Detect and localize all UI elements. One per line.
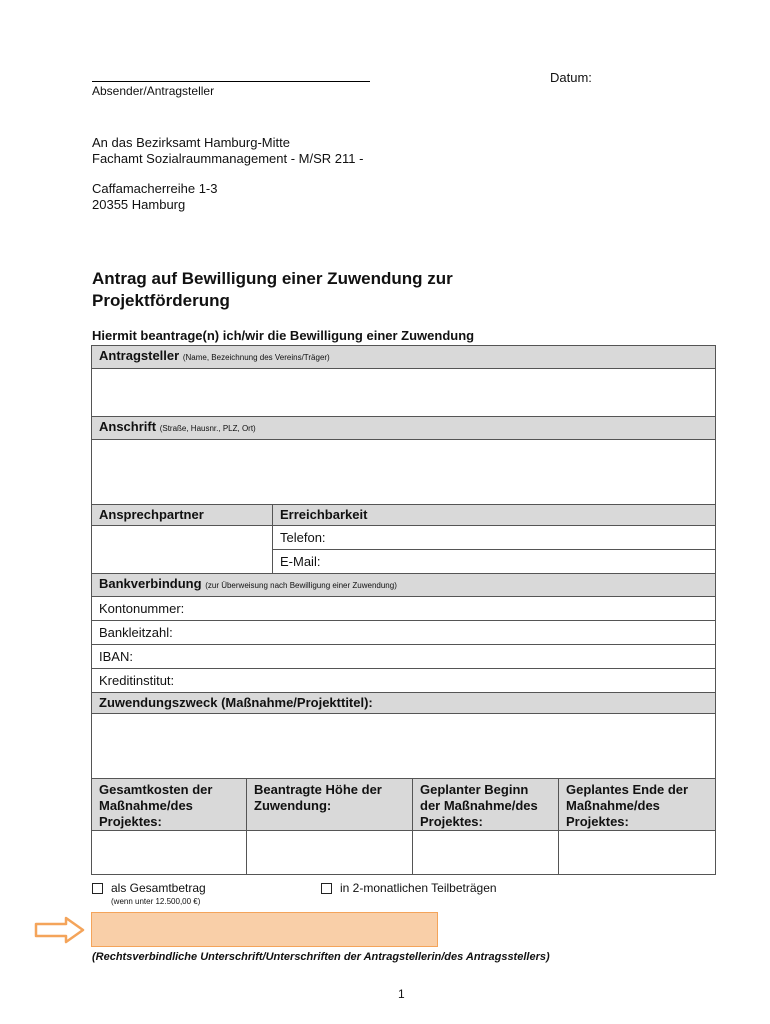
title-line1: Antrag auf Bewilligung einer Zuwendung zur	[92, 269, 453, 288]
planned-end-header: Geplantes Ende der Maßnahme/des Projektes:	[559, 779, 716, 831]
blz-field[interactable]: Bankleitzahl:	[92, 621, 716, 645]
installments-label: in 2-monatlichen Teilbeträgen	[340, 881, 497, 895]
signature-field[interactable]	[91, 912, 438, 947]
total-cost-field[interactable]	[92, 831, 247, 875]
iban-field[interactable]: IBAN:	[92, 645, 716, 669]
signature-caption: (Rechtsverbindliche Unterschrift/Unterschriften der Antragstellerin/des Antragsstellers)	[92, 951, 550, 963]
total-note: (wenn unter 12.500,00 €)	[111, 897, 201, 906]
planned-start-header: Geplanter Beginn der Maßnahme/des Projektes:	[413, 779, 559, 831]
total-cost-header: Gesamtkosten der Maßnahme/des Projektes:	[92, 779, 247, 831]
address-hint: (Straße, Hausnr., PLZ, Ort)	[159, 424, 256, 433]
option-total[interactable]	[92, 881, 206, 896]
page-title	[92, 268, 453, 312]
applicant-header	[92, 346, 716, 369]
planned-end-field[interactable]	[559, 831, 716, 875]
recipient-block	[92, 135, 363, 213]
application-form-table	[91, 345, 716, 875]
recipient-street: Caffamacherreihe 1-3	[92, 181, 218, 196]
bank-header	[92, 574, 716, 597]
contact-field[interactable]	[92, 526, 273, 574]
sender-label: Absender/Antragsteller	[92, 84, 215, 98]
applicant-field[interactable]	[92, 369, 716, 417]
option-installments[interactable]	[321, 881, 497, 896]
applicant-hint: (Name, Bezeichnung des Vereins/Träger)	[182, 353, 330, 362]
arrow-right-icon	[34, 915, 86, 945]
contact-header: Ansprechpartner	[92, 505, 273, 526]
page-number: 1	[398, 987, 405, 1001]
total-label: als Gesamtbetrag	[111, 881, 206, 895]
recipient-line2: Fachamt Sozialraummanagement - M/SR 211 -	[92, 151, 364, 166]
account-number-field[interactable]: Kontonummer:	[92, 597, 716, 621]
intro-text: Hiermit beantrage(n) ich/wir die Bewilligung einer Zuwendung	[92, 328, 475, 343]
recipient-line1: An das Bezirksamt Hamburg-Mitte	[92, 135, 290, 150]
sender-signature-line	[92, 81, 370, 82]
institute-field[interactable]: Kreditinstitut:	[92, 669, 716, 693]
address-field[interactable]	[92, 440, 716, 505]
requested-amount-header: Beantragte Höhe der Zuwendung:	[247, 779, 413, 831]
title-line2: Projektförderung	[92, 291, 230, 310]
purpose-field[interactable]	[92, 714, 716, 779]
bank-label: Bankverbindung	[99, 576, 202, 591]
planned-start-field[interactable]	[413, 831, 559, 875]
email-field[interactable]: E-Mail:	[273, 550, 716, 574]
bank-hint: (zur Überweisung nach Bewilligung einer Zuwendung)	[205, 581, 397, 590]
purpose-header: Zuwendungszweck (Maßnahme/Projekttitel):	[92, 693, 716, 714]
requested-amount-field[interactable]	[247, 831, 413, 875]
address-label: Anschrift	[99, 419, 157, 434]
address-header	[92, 417, 716, 440]
recipient-city: 20355 Hamburg	[92, 197, 186, 212]
applicant-label: Antragsteller	[99, 348, 180, 363]
reach-header: Erreichbarkeit	[273, 505, 716, 526]
date-label: Datum:	[550, 70, 592, 85]
installments-checkbox[interactable]	[321, 883, 332, 894]
phone-field[interactable]: Telefon:	[273, 526, 716, 550]
total-checkbox[interactable]	[92, 883, 103, 894]
